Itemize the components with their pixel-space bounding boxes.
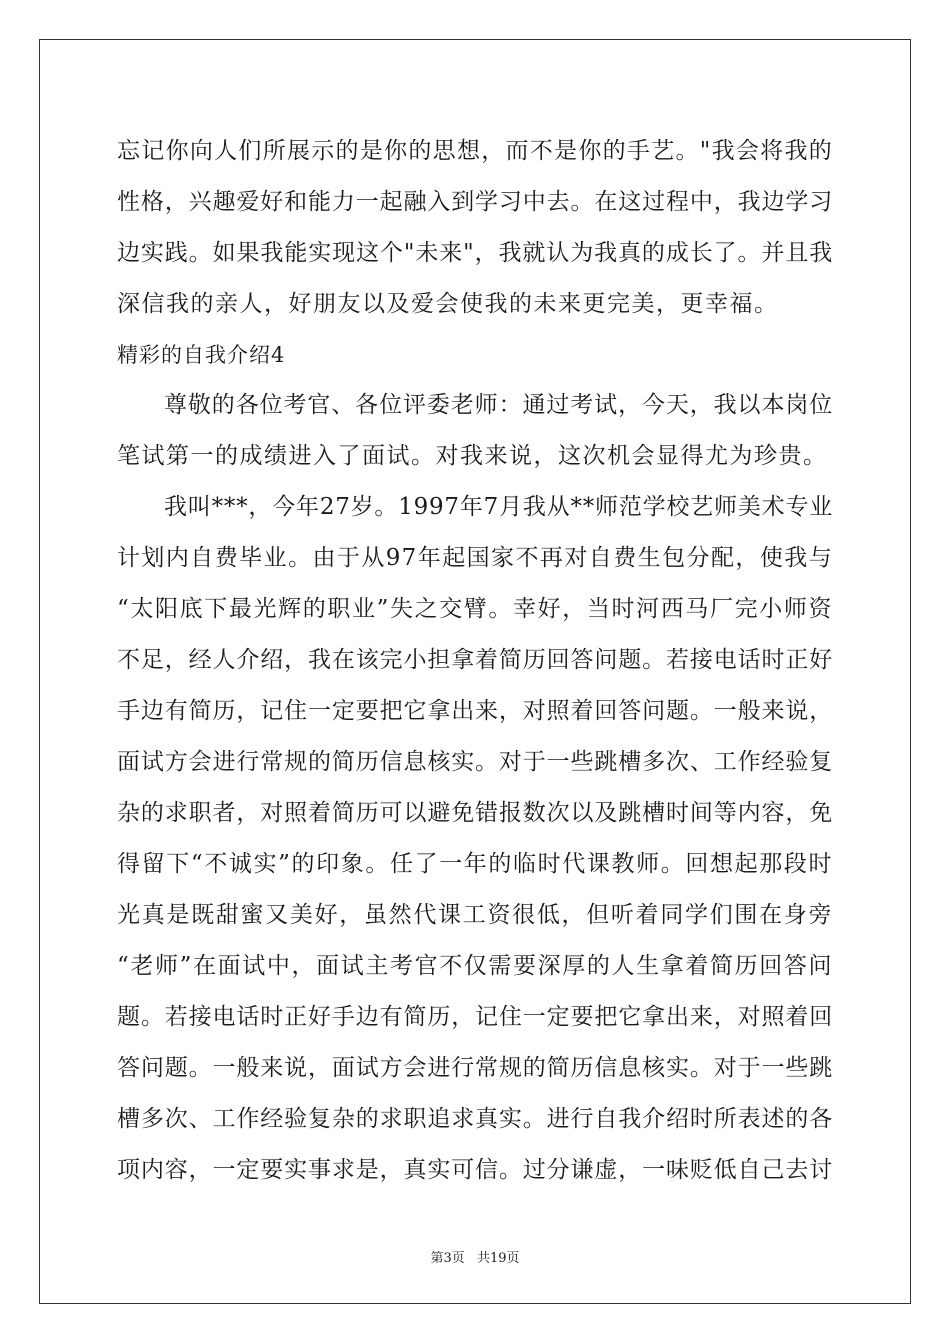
text-line: 项内容，一定要实事求是，真实可信。过分谦虚，一味贬低自己去讨 [117, 1157, 833, 1183]
text-line: “老师”在面试中，面试主考官不仅需要深厚的人生拿着简历回答问 [117, 953, 833, 979]
paragraph-3 [117, 482, 833, 1196]
text-line: 面试方会进行常规的简历信息核实。对于一些跳槽多次、工作经验复 [117, 749, 833, 775]
text-line: 得留下“不诚实”的印象。任了一年的临时代课教师。回想起那段时 [117, 851, 833, 877]
text-line: 杂的求职者，对照着简历可以避免错报数次以及跳槽时间等内容，免 [117, 800, 833, 826]
page-total: 共19页 [476, 1251, 520, 1266]
paragraph-1 [117, 126, 833, 330]
text-line: 尊敬的各位考官、各位评委老师：通过考试，今天，我以本岗位 [164, 392, 833, 418]
text-line: 题。若接电话时正好手边有简历，记住一定要把它拿出来，对照着回 [117, 1004, 833, 1030]
page-number: 第3页 [430, 1251, 465, 1266]
text-line: 计划内自费毕业。由于从97年起国家不再对自费生包分配，使我与 [117, 545, 833, 571]
text-line: 槽多次、工作经验复杂的求职追求真实。进行自我介绍时所表述的各 [117, 1106, 833, 1132]
text-line: 深信我的亲人，好朋友以及爱会使我的未来更完美，更幸福。 [117, 291, 779, 317]
text-line: 不足，经人介绍，我在该完小担拿着简历回答问题。若接电话时正好 [117, 647, 833, 673]
text-line: 笔试第一的成绩进入了面试。对我来说，这次机会显得尤为珍贵。 [117, 443, 828, 469]
section-heading: 精彩的自我介绍4 [117, 343, 286, 367]
paragraph-2 [117, 380, 833, 482]
document-body [117, 126, 833, 1196]
text-line: 手边有简历，记住一定要把它拿出来，对照着回答问题。一般来说， [117, 698, 833, 724]
text-line: 光真是既甜蜜又美好，虽然代课工资很低，但听着同学们围在身旁 [117, 902, 833, 928]
text-line: 边实践。如果我能实现这个"未来"，我就认为我真的成长了。并且我 [117, 240, 833, 266]
text-line: 我叫***，今年27岁。1997年7月我从**师范学校艺师美术专业 [164, 494, 833, 520]
text-line: 忘记你向人们所展示的是你的思想，而不是你的手艺。"我会将我的 [117, 138, 833, 164]
page-footer [0, 1247, 950, 1266]
text-line: 性格，兴趣爱好和能力一起融入到学习中去。在这过程中，我边学习 [117, 189, 833, 215]
text-line: “太阳底下最光辉的职业”失之交臂。幸好，当时河西马厂完小师资 [117, 596, 833, 622]
text-line: 答问题。一般来说，面试方会进行常规的简历信息核实。对于一些跳 [117, 1055, 833, 1081]
